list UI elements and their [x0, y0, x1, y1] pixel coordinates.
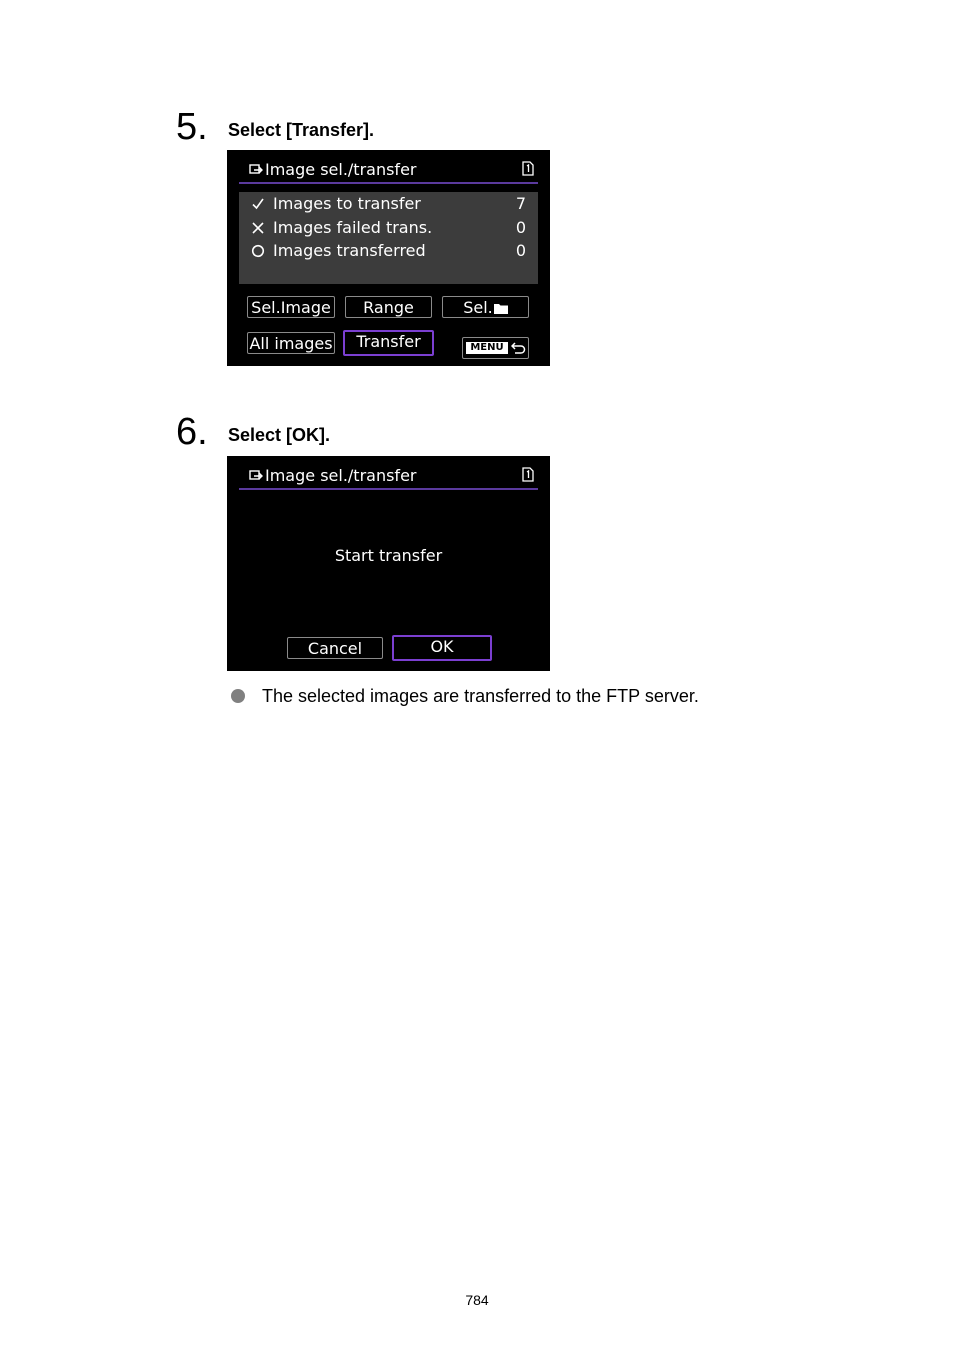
memory-card-icon	[522, 161, 534, 176]
ok-button[interactable]: OK	[392, 635, 492, 661]
page-number: 784	[465, 1292, 489, 1308]
all-images-button[interactable]: All images	[247, 332, 335, 354]
row-count: 0	[515, 241, 526, 260]
sel-folder-button[interactable]	[442, 296, 529, 318]
step-5-number: 5.	[176, 106, 208, 148]
memory-card-icon	[522, 467, 534, 482]
row-label: Images to transfer	[273, 194, 421, 213]
screen-title: Image sel./transfer	[265, 160, 417, 179]
circle-icon	[251, 244, 265, 258]
step-5-title: Select [Transfer].	[228, 120, 375, 140]
menu-badge: MENU	[466, 342, 508, 354]
start-transfer-message: Start transfer	[334, 546, 443, 565]
transfer-button[interactable]: Transfer	[343, 330, 434, 356]
range-button[interactable]: Range	[345, 296, 432, 318]
transfer-icon	[249, 164, 263, 176]
start-transfer-screen	[227, 456, 550, 671]
screen-title: Image sel./transfer	[265, 466, 417, 485]
sel-folder-label: Sel.	[463, 298, 493, 317]
bullet-icon	[231, 689, 245, 703]
screen-header	[239, 158, 538, 184]
transfer-icon	[249, 470, 263, 482]
folder-icon	[494, 303, 508, 314]
menu-back-button[interactable]	[462, 337, 529, 359]
list-item	[239, 193, 538, 217]
cross-icon	[251, 221, 265, 235]
back-arrow-icon	[511, 341, 526, 355]
list-item	[239, 240, 538, 264]
sel-image-button[interactable]: Sel.Image	[247, 296, 335, 318]
list-item	[239, 217, 538, 241]
row-label: Images failed trans.	[273, 218, 433, 237]
cancel-button[interactable]: Cancel	[287, 637, 383, 659]
row-count: 7	[515, 194, 526, 213]
step-6-number: 6.	[176, 411, 208, 453]
row-count: 0	[515, 218, 526, 237]
check-icon	[251, 197, 265, 211]
transfer-screen	[227, 150, 550, 366]
transfer-status-list	[239, 192, 538, 284]
bullet-text: The selected images are transferred to the FTP server.	[262, 686, 699, 706]
row-label: Images transferred	[273, 241, 426, 260]
step-6-title: Select [OK].	[228, 425, 331, 445]
screen-header	[239, 464, 538, 490]
